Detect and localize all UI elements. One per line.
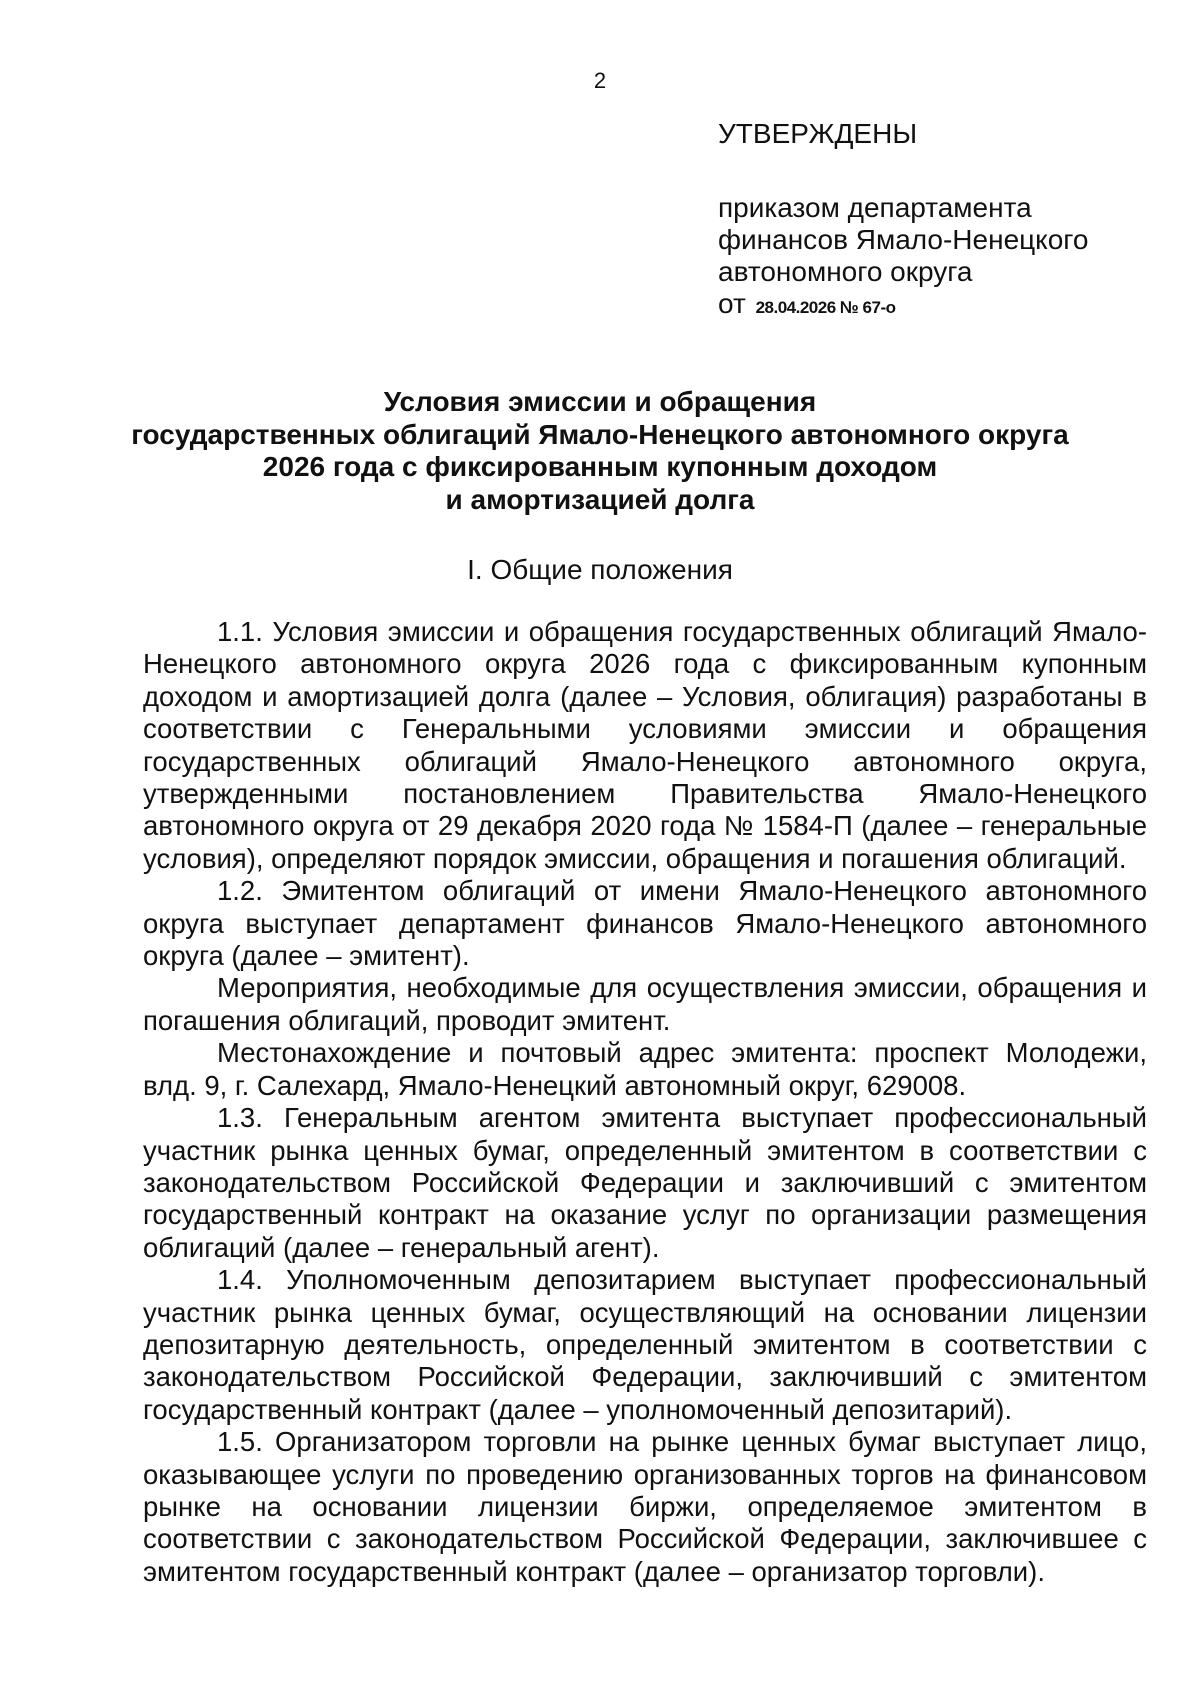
paragraph-1-2: 1.2. Эмитентом облигаций от имени Ямало-Ненецкого автономного округа выступает департамент финансов Ямало-Ненецкого автономного округа (далее – эмитент).: [143, 875, 1147, 972]
approval-date-prefix: от: [718, 288, 746, 319]
document-title: [0, 386, 1200, 516]
document-body: [143, 616, 1147, 1588]
document-title-line: Условия эмиссии и обращения: [383, 386, 817, 417]
section-heading: I. Общие положения: [467, 554, 733, 585]
document-title-line: и амортизацией долга: [445, 483, 755, 515]
paragraph-1-1: 1.1. Условия эмиссии и обращения государственных облигаций Ямало-Ненецкого автономного округа 2026 года с фиксированным купонным доходом и амортизацией долга (далее – Условия, облигация) разработаны в соответствии с Генеральными условиями эмиссии и обращения государственных облигаций Ямало-Ненецкого автономного округа, утвержденными постановлением Правительства Ямало-Ненецкого автономного округа от 29 декабря 2020 года № 1584-П (далее – генеральные условия), определяют порядок эмиссии, обращения и погашения облигаций.: [143, 616, 1147, 874]
approval-date-number: 28.04.2026 № 67-о: [755, 298, 896, 317]
approval-heading: УТВЕРЖДЕНЫ: [718, 118, 918, 149]
paragraph-1-5: 1.5. Организатором торговли на рынке ценных бумаг выступает лицо, оказывающее услуги по проведению организованных торгов на финансовом рынке на основании лицензии биржи, определяемое эмитентом в соответствии с законодательством Российской Федерации, заключившее с эмитентом государственный контракт (далее – организатор торговли).: [143, 1426, 1147, 1587]
page-number: 2: [593, 68, 607, 93]
paragraph-1-4: 1.4. Уполномоченным депозитарием выступает профессиональный участник рынка ценных бумаг, осуществляющий на основании лицензии депозитарную деятельность, определенный эмитентом в соответствии с законодательством Российской Федерации, заключивший с эмитентом государственный контракт (далее – уполномоченный депозитарий).: [143, 1264, 1147, 1425]
approval-date-line: [718, 288, 1088, 324]
document-title-line: 2026 года с фиксированным купонным доходом: [262, 451, 938, 482]
approval-block: [718, 118, 1088, 324]
document-title-line: государственных облигаций Ямало-Ненецкого автономного округа: [131, 418, 1069, 450]
approval-order-line: автономного округа: [718, 256, 973, 287]
paragraph-address: Местонахождение и почтовый адрес эмитента: проспект Молодежи, влд. 9, г. Салехард, Ямало-Ненецкий автономный округ, 629008.: [143, 1037, 1147, 1101]
paragraph-1-3: 1.3. Генеральным агентом эмитента выступает профессиональный участник рынка ценных бумаг, определенный эмитентом в соответствии с законодательством Российской Федерации и заключивший с эмитентом государственный контракт на оказание услуг по организации размещения облигаций (далее – генеральный агент).: [143, 1102, 1147, 1263]
approval-order-line: приказом департамента: [718, 192, 1032, 223]
paragraph-activities: Мероприятия, необходимые для осуществления эмиссии, обращения и погашения облигаций, проводит эмитент.: [143, 972, 1147, 1036]
approval-order-line: финансов Ямало-Ненецкого: [718, 224, 1089, 255]
